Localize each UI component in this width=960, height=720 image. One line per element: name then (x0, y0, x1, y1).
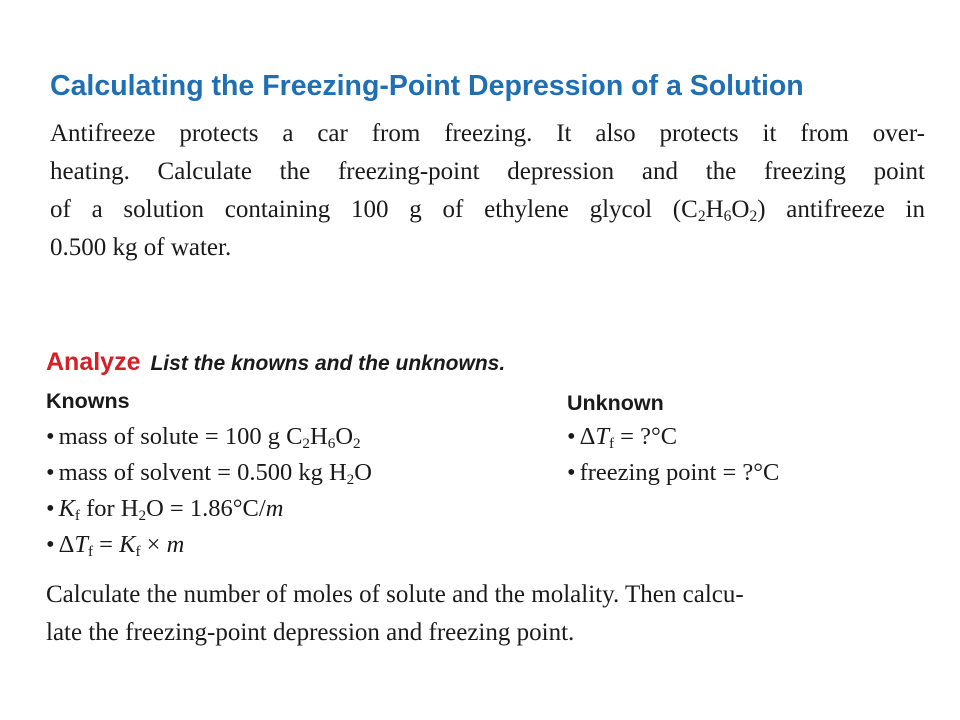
list-item: • $\Delta T_f$ = ?°C (567, 423, 678, 452)
knowns-heading: Knowns (46, 389, 130, 413)
problem-statement (50, 115, 925, 267)
problem-line: heating. Calculate the freezing-point depression and the freezing point (50, 158, 925, 185)
problem-line: Antifreeze protects a car from freezing. It also protects it from over- (50, 120, 925, 147)
plan-line: late the freezing-point depression and freezing point. (46, 619, 575, 646)
problem-line: of a solution containing 100 g of ethylene glycol $(C_2H_6O_2)$ antifreeze in (50, 196, 925, 225)
analyze-heading (46, 348, 505, 377)
analyze-instruction: List the knowns and the unknowns. (150, 352, 506, 375)
plan-line: Calculate the number of moles of solute and the molality. Then calcu- (46, 581, 744, 608)
list-item: • $K_f$ for $H_2O = 1.86^\circ C/m$ (46, 495, 284, 524)
list-item: • $\Delta T_f = K_f \times m$ (46, 531, 185, 560)
page-title: Calculating the Freezing-Point Depression of a Solution (50, 70, 804, 102)
list-item: • mass of solvent = 0.500 kg $H_2O$ (46, 459, 372, 488)
unknown-heading: Unknown (567, 391, 664, 415)
analyze-label: Analyze (46, 348, 141, 376)
solution-plan (46, 576, 906, 652)
list-item: • freezing point = ?°C (567, 459, 780, 486)
list-item: • mass of solute = 100 g $C_2H_6O_2$ (46, 423, 361, 452)
knowns-list (46, 419, 372, 563)
unknowns-list (567, 419, 779, 491)
problem-line: 0.500 kg of water. (50, 234, 232, 261)
